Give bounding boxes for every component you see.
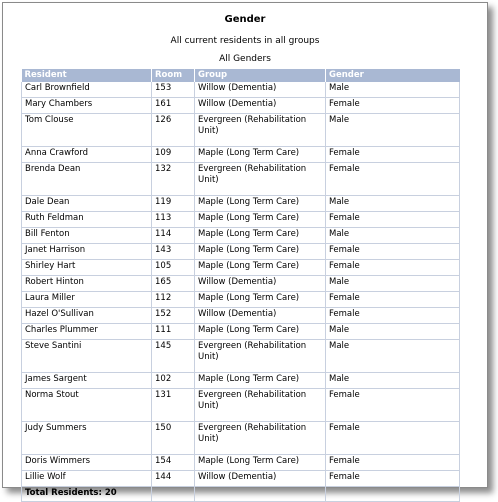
table-row	[22, 147, 460, 163]
gender-cell: Female	[326, 244, 460, 260]
resident-cell: James Sargent	[22, 373, 152, 389]
room-cell: 154	[152, 455, 195, 471]
gender-cell: Female	[326, 308, 460, 324]
table-row	[22, 82, 460, 98]
room-cell: 165	[152, 276, 195, 292]
group-cell: Maple (Long Term Care)	[195, 196, 326, 212]
room-cell: 144	[152, 471, 195, 487]
resident-cell: Mary Chambers	[22, 98, 152, 114]
room-cell: 113	[152, 212, 195, 228]
resident-cell: Brenda Dean	[22, 163, 152, 196]
resident-cell: Steve Santini	[22, 340, 152, 373]
resident-cell: Charles Plummer	[22, 324, 152, 340]
gender-cell: Female	[326, 389, 460, 422]
resident-cell: Ruth Feldman	[22, 212, 152, 228]
gender-cell: Male	[326, 196, 460, 212]
room-cell: 102	[152, 373, 195, 389]
total-row	[22, 487, 460, 502]
group-cell: Evergreen (Rehabilitation Unit)	[195, 114, 326, 147]
gender-cell: Male	[326, 276, 460, 292]
resident-cell: Janet Harrison	[22, 244, 152, 260]
table-row	[22, 340, 460, 373]
table-row	[22, 98, 460, 114]
resident-cell: Laura Miller	[22, 292, 152, 308]
gender-cell: Female	[326, 292, 460, 308]
resident-cell: Robert Hinton	[22, 276, 152, 292]
gender-cell: Male	[326, 82, 460, 98]
table-row	[22, 292, 460, 308]
table-body	[22, 82, 460, 487]
table-row	[22, 212, 460, 228]
total-cell-empty	[326, 487, 460, 502]
group-cell: Maple (Long Term Care)	[195, 324, 326, 340]
table-row	[22, 471, 460, 487]
room-cell: 112	[152, 292, 195, 308]
group-cell: Maple (Long Term Care)	[195, 228, 326, 244]
group-cell: Evergreen (Rehabilitation Unit)	[195, 163, 326, 196]
room-cell: 153	[152, 82, 195, 98]
table-row	[22, 422, 460, 455]
gender-cell: Female	[326, 98, 460, 114]
resident-cell: Doris Wimmers	[22, 455, 152, 471]
gender-cell: Female	[326, 147, 460, 163]
report-page	[2, 2, 488, 498]
report-subtitle: All current residents in all groups	[170, 36, 320, 46]
room-cell: 105	[152, 260, 195, 276]
room-cell: 143	[152, 244, 195, 260]
gender-cell: Female	[326, 163, 460, 196]
total-residents-label: Total Residents: 20	[22, 487, 152, 502]
group-cell: Willow (Dementia)	[195, 276, 326, 292]
group-cell: Evergreen (Rehabilitation Unit)	[195, 422, 326, 455]
room-cell: 150	[152, 422, 195, 455]
group-cell: Maple (Long Term Care)	[195, 292, 326, 308]
table-row	[22, 389, 460, 422]
group-cell: Maple (Long Term Care)	[195, 212, 326, 228]
table-header-row	[22, 69, 460, 82]
total-cell-empty	[195, 487, 326, 502]
column-header-group: Group	[195, 69, 326, 82]
table-row	[22, 373, 460, 389]
group-cell: Maple (Long Term Care)	[195, 455, 326, 471]
group-cell: Willow (Dementia)	[195, 471, 326, 487]
room-cell: 109	[152, 147, 195, 163]
room-cell: 114	[152, 228, 195, 244]
column-header-resident: Resident	[22, 69, 152, 82]
group-cell: Willow (Dementia)	[195, 98, 326, 114]
gender-cell: Male	[326, 373, 460, 389]
group-cell: Maple (Long Term Care)	[195, 147, 326, 163]
gender-cell: Female	[326, 422, 460, 455]
resident-cell: Shirley Hart	[22, 260, 152, 276]
group-cell: Maple (Long Term Care)	[195, 244, 326, 260]
resident-cell: Hazel O'Sullivan	[22, 308, 152, 324]
report-title: Gender	[224, 14, 266, 25]
group-cell: Willow (Dementia)	[195, 82, 326, 98]
room-cell: 111	[152, 324, 195, 340]
resident-cell: Norma Stout	[22, 389, 152, 422]
group-cell: Maple (Long Term Care)	[195, 373, 326, 389]
residents-table	[21, 69, 460, 502]
resident-cell: Judy Summers	[22, 422, 152, 455]
gender-cell: Male	[326, 228, 460, 244]
gender-cell: Male	[326, 340, 460, 373]
table-row	[22, 455, 460, 471]
report-filter: All Genders	[219, 54, 271, 64]
resident-cell: Bill Fenton	[22, 228, 152, 244]
gender-cell: Female	[326, 212, 460, 228]
room-cell: 126	[152, 114, 195, 147]
group-cell: Evergreen (Rehabilitation Unit)	[195, 340, 326, 373]
room-cell: 132	[152, 163, 195, 196]
table-row	[22, 324, 460, 340]
table-row	[22, 163, 460, 196]
group-cell: Evergreen (Rehabilitation Unit)	[195, 389, 326, 422]
resident-cell: Tom Clouse	[22, 114, 152, 147]
room-cell: 131	[152, 389, 195, 422]
gender-cell: Female	[326, 471, 460, 487]
table-row	[22, 276, 460, 292]
column-header-gender: Gender	[326, 69, 460, 82]
group-cell: Maple (Long Term Care)	[195, 260, 326, 276]
group-cell: Willow (Dementia)	[195, 308, 326, 324]
room-cell: 152	[152, 308, 195, 324]
gender-cell: Male	[326, 324, 460, 340]
room-cell: 119	[152, 196, 195, 212]
total-cell-empty	[152, 487, 195, 502]
gender-cell: Female	[326, 455, 460, 471]
table-row	[22, 244, 460, 260]
resident-cell: Carl Brownfield	[22, 82, 152, 98]
table-row	[22, 260, 460, 276]
table-row	[22, 196, 460, 212]
column-header-room: Room	[152, 69, 195, 82]
room-cell: 145	[152, 340, 195, 373]
table-row	[22, 228, 460, 244]
room-cell: 161	[152, 98, 195, 114]
resident-cell: Anna Crawford	[22, 147, 152, 163]
resident-cell: Lillie Wolf	[22, 471, 152, 487]
table-row	[22, 114, 460, 147]
resident-cell: Dale Dean	[22, 196, 152, 212]
table-row	[22, 308, 460, 324]
gender-cell: Male	[326, 114, 460, 147]
gender-cell: Female	[326, 260, 460, 276]
